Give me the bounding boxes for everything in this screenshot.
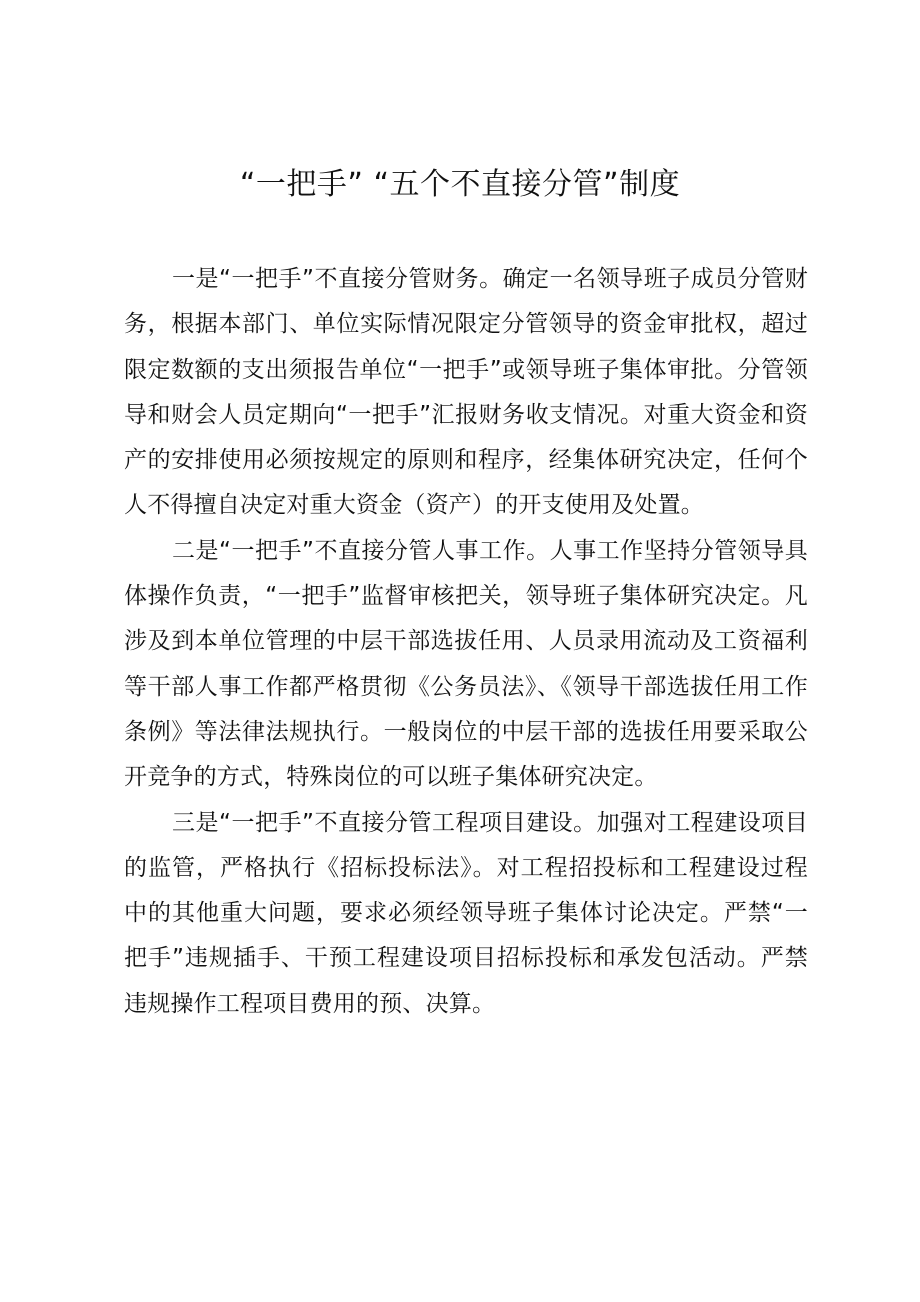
document-body bbox=[124, 257, 808, 1027]
paragraph-personnel: 二是“一把手”不直接分管人事工作。人事工作坚持分管领导具体操作负责，“一把手”监督审核把关，领导班子集体研究决定。凡涉及到本单位管理的中层干部选拔任用、人员录用流动及工资福利等干部人事工作都严格贯彻《公务员法》、《领导干部选拔任用工作条例》等法律法规执行。一般岗位的中层干部的选拔任用要采取公开竞争的方式，特殊岗位的可以班子集体研究决定。 bbox=[124, 537, 808, 791]
paragraph-finance: 一是“一把手”不直接分管财务。确定一名领导班子成员分管财务，根据本部门、单位实际情况限定分管领导的资金审批权，超过限定数额的支出须报告单位“一把手”或领导班子集体审批。分管领导和财会人员定期向“一把手”汇报财务收支情况。对重大资金和资产的安排使用必须按规定的原则和程序，经集体研究决定，任何个人不得擅自决定对重大资金（资产）的开支使用及处置。 bbox=[124, 266, 808, 519]
paragraph-engineering: 三是“一把手”不直接分管工程项目建设。加强对工程建设项目的监管，严格执行《招标投标法》。对工程招投标和工程建设过程中的其他重大问题，要求必须经领导班子集体讨论决定。严禁“一把手”违规插手、干预工程建设项目招标投标和承发包活动。严禁违规操作工程项目费用的预、决算。 bbox=[124, 809, 808, 1017]
document-title: “一把手” “五个不直接分管”制度 bbox=[239, 167, 681, 202]
